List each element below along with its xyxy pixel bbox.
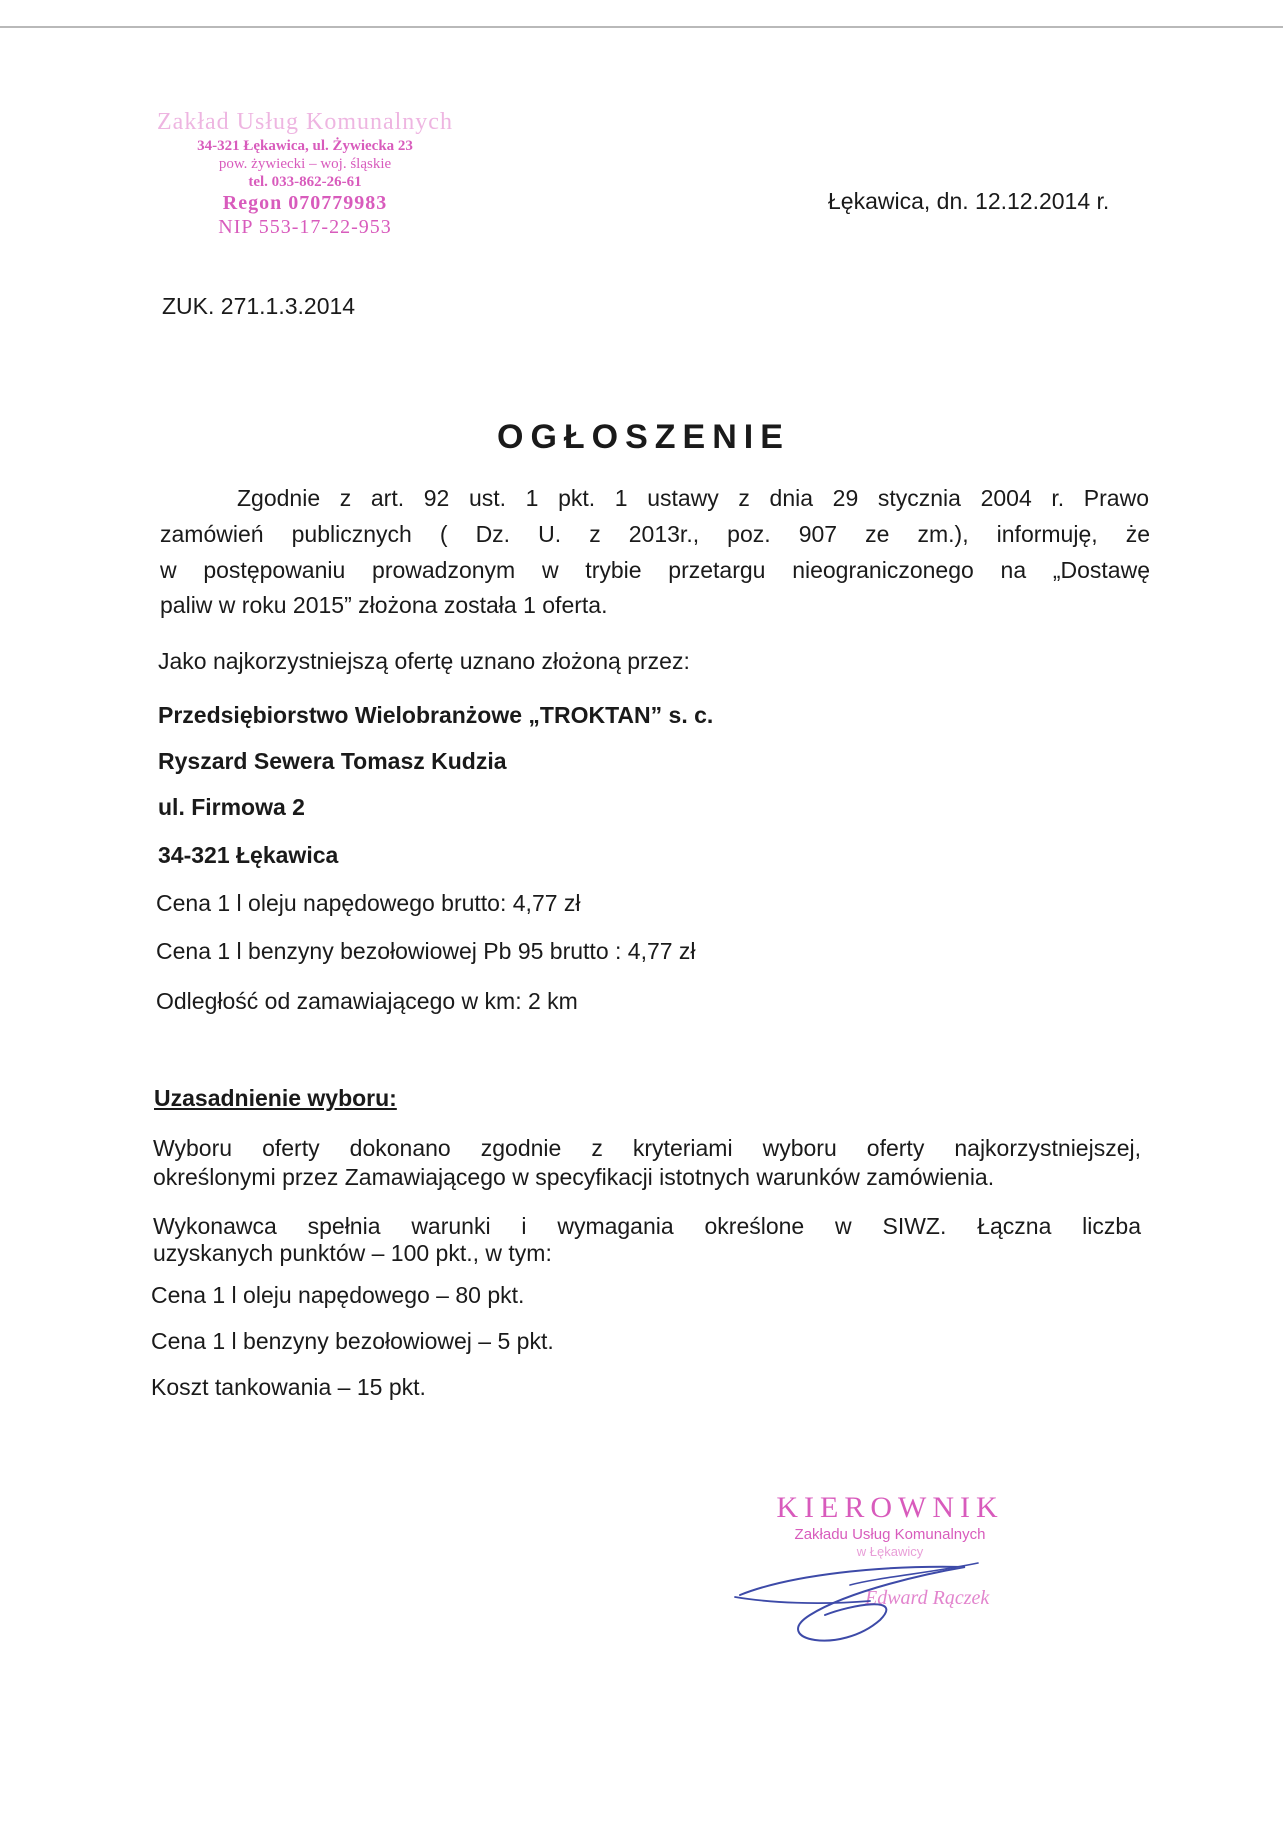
stamp-manager-title: KIEROWNIK xyxy=(776,1491,1004,1524)
contractor-owners: Ryszard Sewera Tomasz Kudzia xyxy=(158,748,507,774)
offer-distance: Odległość od zamawiającego w km: 2 km xyxy=(156,988,578,1014)
points-diesel: Cena 1 l oleju napędowego – 80 pkt. xyxy=(151,1282,525,1308)
offer-diesel-price: Cena 1 l oleju napędowego brutto: 4,77 zł xyxy=(156,890,581,916)
contractor-city: 34-321 Łękawica xyxy=(158,842,339,868)
points-petrol: Cena 1 l benzyny bezołowiowej – 5 pkt. xyxy=(151,1328,554,1354)
justification-p2-line-1: Wykonawca spełnia warunki i wymagania określone w SIWZ. Łączna liczba xyxy=(153,1213,1141,1239)
stamp-district: pow. żywiecki – woj. śląskie xyxy=(218,155,392,172)
best-offer-intro: Jako najkorzystniejszą ofertę uznano złożoną przez: xyxy=(158,648,690,674)
document-title: OGŁOSZENIE xyxy=(497,418,790,456)
intro-line-4: paliw w roku 2015” złożona została 1 oferta. xyxy=(160,592,608,618)
contractor-name: Przedsiębiorstwo Wielobranżowe „TROKTAN” s. c. xyxy=(158,702,714,728)
place-date: Łękawica, dn. 12.12.2014 r. xyxy=(828,188,1110,214)
stamp-manager-location: w Łękawicy xyxy=(856,1544,924,1559)
reference-number: ZUK. 271.1.3.2014 xyxy=(162,293,356,319)
office-stamp xyxy=(150,108,460,239)
stamp-manager-office: Zakładu Usług Komunalnych xyxy=(794,1526,986,1543)
stamp-manager-name: Edward Rączek xyxy=(865,1586,990,1609)
contractor-street: ul. Firmowa 2 xyxy=(158,794,305,820)
points-refuel: Koszt tankowania – 15 pkt. xyxy=(151,1374,426,1400)
justification-p1-line-2: określonymi przez Zamawiającego w specyfikacji istotnych warunków zamówienia. xyxy=(153,1164,995,1190)
intro-line-2: zamówień publicznych ( Dz. U. z 2013r., poz. 907 ze zm.), informuję, że xyxy=(160,521,1150,547)
handwritten-signature xyxy=(730,1555,990,1665)
stamp-phone: tel. 033-862-26-61 xyxy=(248,173,362,190)
scan-top-edge xyxy=(0,26,1283,28)
intro-line-3: w postępowaniu prowadzonym w trybie przetargu nieograniczonego na „Dostawę xyxy=(160,557,1150,583)
justification-heading: Uzasadnienie wyboru: xyxy=(154,1085,397,1111)
justification-p1-line-1: Wyboru oferty dokonano zgodnie z kryteriami wyboru oferty najkorzystniejszej, xyxy=(153,1135,1141,1161)
justification-p2-line-2: uzyskanych punktów – 100 pkt., w tym: xyxy=(153,1240,552,1266)
intro-line-1: Zgodnie z art. 92 ust. 1 pkt. 1 ustawy z dnia 29 stycznia 2004 r. Prawo xyxy=(237,485,1149,511)
offer-petrol-price: Cena 1 l benzyny bezołowiowej Pb 95 brutto : 4,77 zł xyxy=(156,938,696,964)
stamp-regon: Regon 070779983 xyxy=(222,191,388,214)
stamp-office-name: Zakład Usług Komunalnych xyxy=(157,109,453,135)
stamp-nip: NIP 553-17-22-953 xyxy=(218,215,392,238)
stamp-address: 34-321 Łękawica, ul. Żywiecka 23 xyxy=(197,137,413,154)
